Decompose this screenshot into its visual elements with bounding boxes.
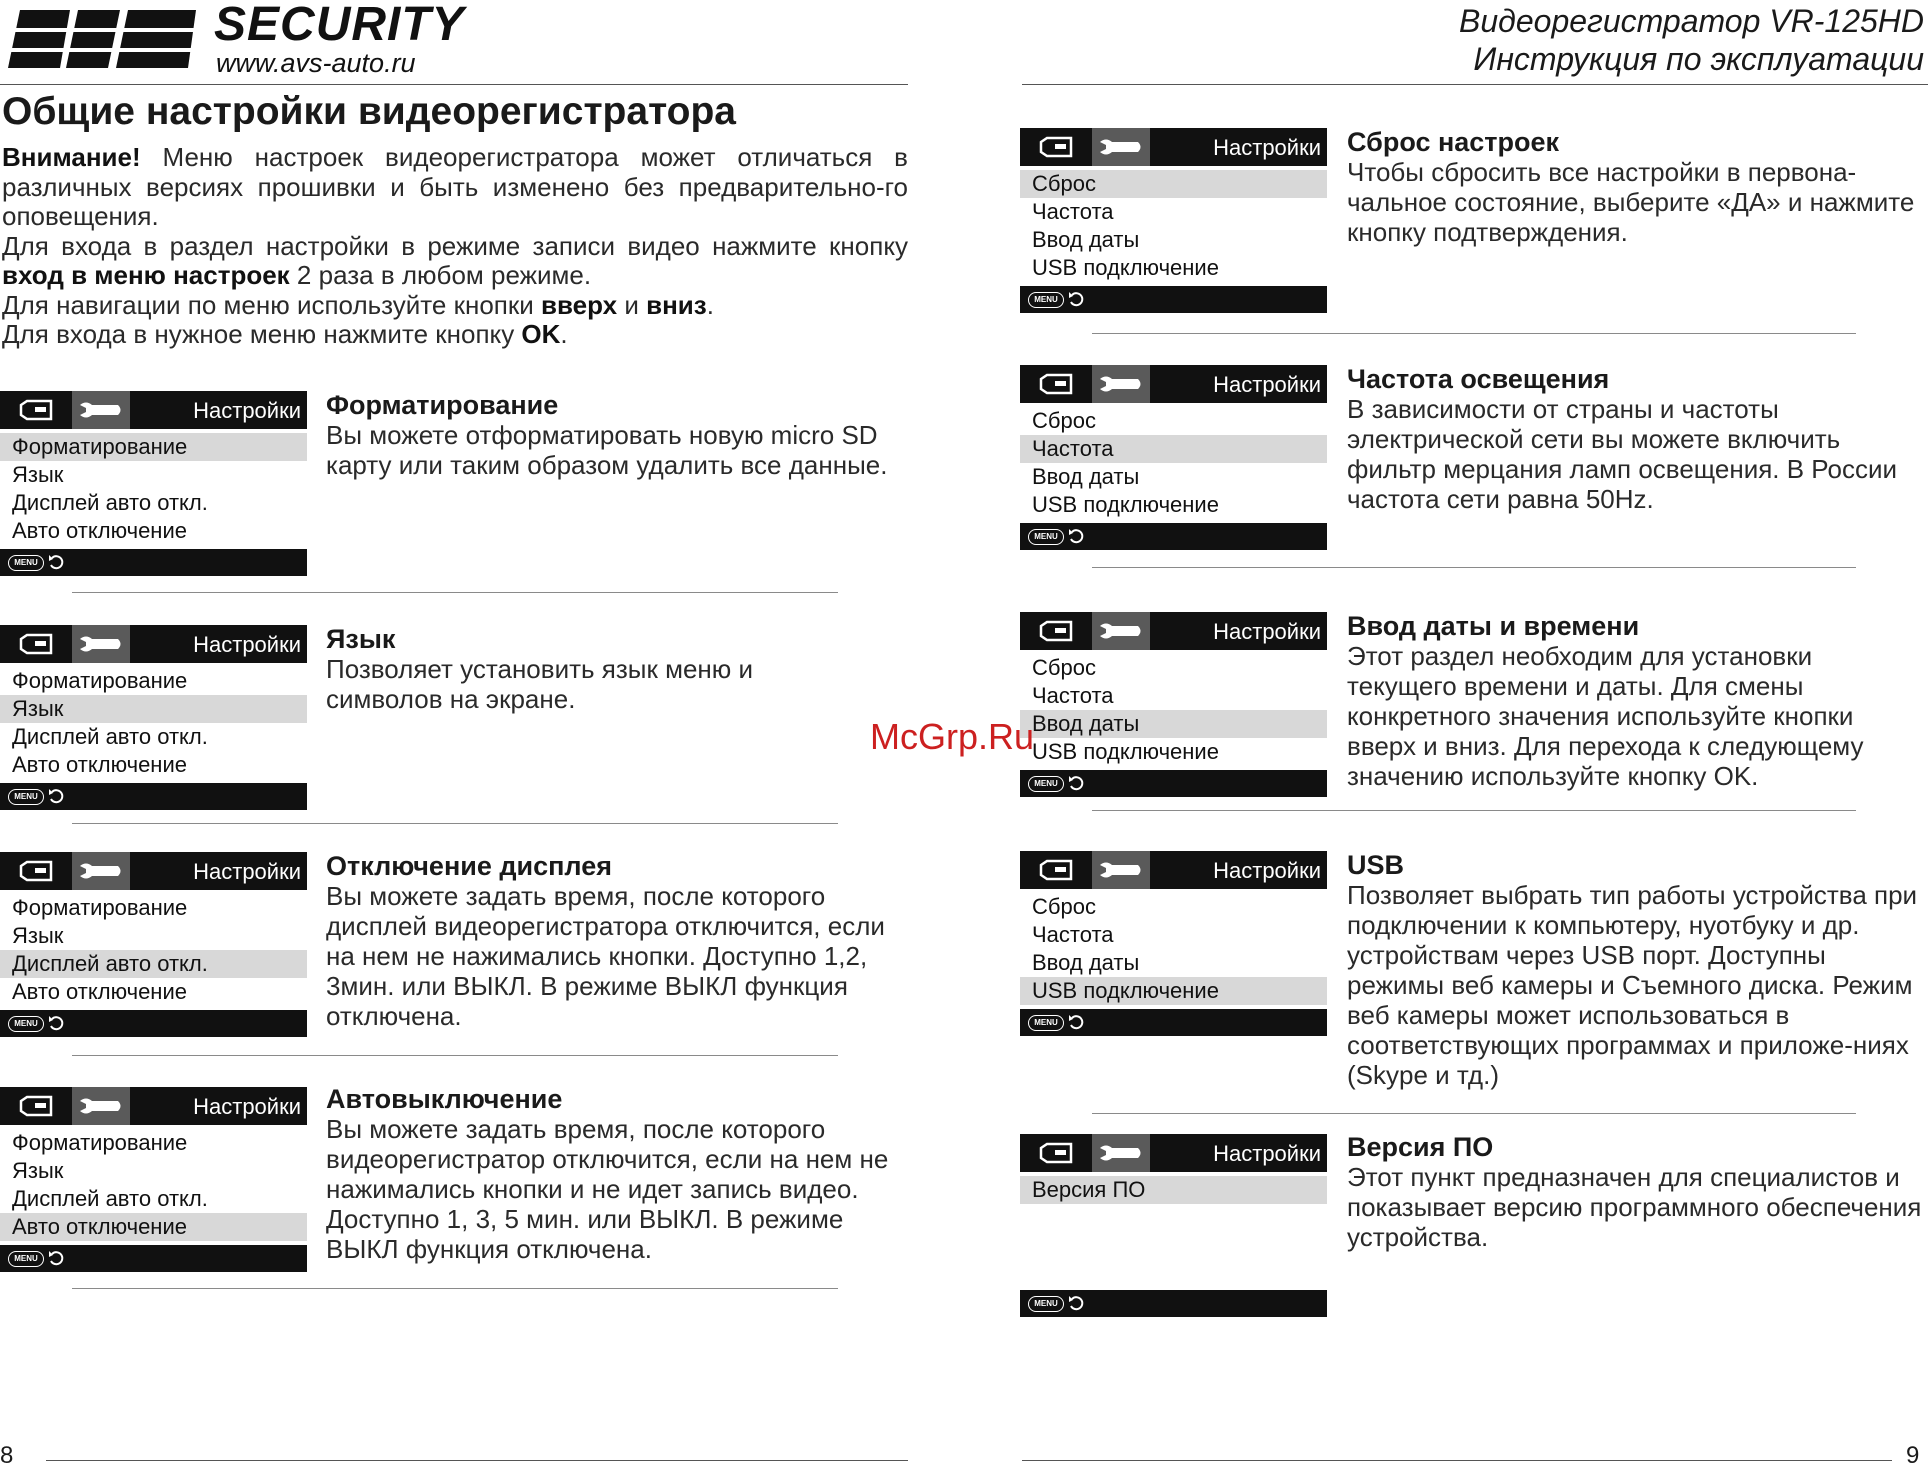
wrench-icon — [78, 632, 124, 656]
wrench-icon — [78, 859, 124, 883]
menu-button-icon[interactable]: MENU — [8, 555, 44, 571]
attention-text: Меню настроек видеорегистратора может отличаться в различных версиях прошивки и быть изменено без предварительно-го оповещения. — [2, 142, 908, 231]
intro-line3-mid: и — [617, 289, 647, 320]
menu-title: Настройки — [193, 632, 301, 657]
menu-item[interactable]: Авто отключение — [12, 518, 187, 543]
wrench-icon — [78, 1094, 124, 1118]
menu-button-icon[interactable]: MENU — [8, 789, 44, 805]
menu-title: Настройки — [193, 859, 301, 884]
menu-title: Настройки — [1213, 619, 1321, 644]
settings-menu-version — [1020, 1134, 1327, 1204]
menu-footer — [1020, 1290, 1327, 1317]
tab-settings[interactable] — [72, 852, 130, 890]
menu-button-icon[interactable]: MENU — [8, 1016, 44, 1032]
header-rule-left — [0, 84, 908, 85]
section-body-reset: Чтобы сбросить все настройки в первона-чальное состояние, выберите «ДА» и нажмите кнопку подтверждения. — [1347, 157, 1915, 247]
menu-item[interactable]: Форматирование — [12, 668, 188, 693]
menu-item[interactable]: Сброс — [1032, 408, 1096, 433]
menu-button-icon[interactable]: MENU — [1028, 292, 1064, 308]
menu-footer — [1020, 523, 1327, 550]
header-rule-right — [1022, 84, 1928, 85]
settings-menu-version-footer — [1020, 1290, 1327, 1317]
menu-header — [1020, 612, 1327, 650]
menu-footer — [0, 1010, 307, 1037]
menu-item[interactable]: Дисплей авто откл. — [12, 1186, 208, 1211]
tab-video[interactable] — [0, 391, 72, 429]
tab-settings[interactable] — [72, 1087, 130, 1125]
tab-video[interactable] — [1020, 365, 1092, 403]
video-camera-icon — [1037, 857, 1075, 883]
menu-list — [1020, 650, 1327, 766]
menu-item[interactable]: USB подключение — [1032, 739, 1219, 764]
menu-item-version[interactable]: Версия ПО — [1020, 1176, 1327, 1204]
menu-item[interactable]: Сброс — [1032, 655, 1096, 680]
section-title-language: Язык — [326, 624, 396, 654]
back-arrow-icon[interactable] — [1068, 1294, 1084, 1312]
settings-menu-usb — [1020, 851, 1327, 1036]
intro-line2-b: 2 раза в любом режиме. — [289, 260, 592, 290]
menu-item[interactable]: Ввод даты — [1032, 464, 1140, 489]
menu-list — [1020, 403, 1327, 519]
video-camera-icon — [17, 631, 55, 657]
menu-item[interactable]: Частота — [1032, 199, 1114, 224]
menu-item[interactable]: Авто отключение — [0, 1213, 307, 1241]
video-camera-icon — [17, 397, 55, 423]
menu-header — [1020, 851, 1327, 889]
intro-line3-a: Для навигации по меню используйте кнопки — [2, 289, 542, 320]
tab-settings[interactable] — [1092, 128, 1150, 166]
page-number-left: 8 — [0, 1442, 14, 1469]
intro-line4-a: Для входа в нужное меню нажмите кнопку — [2, 319, 522, 349]
intro-line3-end: . — [706, 289, 714, 320]
divider — [72, 1288, 838, 1289]
tab-settings[interactable] — [72, 391, 130, 429]
page-number-right: 9 — [1906, 1442, 1920, 1469]
menu-list — [0, 663, 307, 779]
wrench-icon — [1098, 135, 1144, 159]
wrench-icon — [1098, 1141, 1144, 1165]
back-arrow-icon[interactable] — [48, 1014, 64, 1032]
menu-list — [0, 429, 307, 545]
tab-settings[interactable] — [72, 625, 130, 663]
menu-item[interactable]: Ввод даты — [1020, 710, 1327, 738]
menu-item[interactable]: USB подключение — [1020, 977, 1327, 1005]
menu-item[interactable]: Ввод даты — [1032, 227, 1140, 252]
menu-item[interactable]: Авто отключение — [12, 979, 187, 1004]
menu-item[interactable]: Дисплей авто откл. — [0, 950, 307, 978]
menu-button-icon[interactable]: MENU — [8, 1251, 44, 1267]
section-body-display-off: Вы можете задать время, после которого дисплей видеорегистратора отключится, если на нем не нажимались кнопки. Доступно 1,2, 3мин. или ВЫКЛ. В режиме ВЫКЛ функция отключена. — [326, 881, 885, 1031]
back-arrow-icon[interactable] — [1068, 774, 1084, 792]
intro-attention — [2, 143, 908, 232]
divider — [72, 592, 838, 593]
menu-header — [0, 1087, 307, 1125]
menu-item[interactable]: Авто отключение — [12, 752, 187, 777]
divider — [1092, 567, 1856, 568]
section-body-frequency: В зависимости от страны и частоты электрической сети вы можете включить фильтр мерцания ламп освещения. В России частота сети равна 50Hz. — [1347, 394, 1898, 514]
settings-menu-date — [1020, 612, 1327, 797]
menu-title: Настройки — [193, 398, 301, 423]
menu-list — [1020, 1172, 1327, 1204]
menu-list — [0, 890, 307, 1006]
video-camera-icon — [1037, 618, 1075, 644]
back-arrow-icon[interactable] — [1068, 527, 1084, 545]
intro-line4-ok: OK — [521, 319, 561, 349]
intro-ok — [2, 320, 908, 350]
footer-rule-left — [46, 1460, 908, 1461]
menu-item[interactable]: USB подключение — [1032, 255, 1219, 280]
tab-settings[interactable] — [1092, 365, 1150, 403]
divider — [1092, 810, 1856, 811]
back-arrow-icon[interactable] — [1068, 290, 1084, 308]
intro-line4-end: . — [560, 319, 568, 349]
menu-button-icon[interactable]: MENU — [1028, 529, 1064, 545]
menu-item[interactable]: Частота — [1020, 435, 1327, 463]
menu-header — [1020, 128, 1327, 166]
intro-line2-a: Для входа в раздел настройки в режиме записи видео нажмите кнопку — [2, 230, 908, 261]
menu-item[interactable]: Частота — [1032, 683, 1114, 708]
video-camera-icon — [17, 1093, 55, 1119]
section-body-version: Этот пункт предназначен для специалистов и показывает версию программного обеспечения устройства. — [1347, 1162, 1922, 1252]
intro-navigation — [2, 291, 908, 321]
video-camera-icon — [1037, 1140, 1075, 1166]
footer-rule-right — [1022, 1460, 1892, 1461]
menu-header — [0, 852, 307, 890]
section-body-date: Этот раздел необходим для установки текущего времени и даты. Для смены конкретного значения используйте кнопки вверх и вниз. Для перехода к следующему значению используйте кнопку OK. — [1347, 641, 1864, 791]
menu-header — [1020, 365, 1327, 403]
intro-enter-menu — [2, 232, 908, 291]
section-title-frequency: Частота освещения — [1347, 364, 1610, 394]
menu-button-icon[interactable]: MENU — [1028, 1015, 1064, 1031]
section-title-display-off: Отключение дисплея — [326, 851, 612, 881]
video-camera-icon — [17, 858, 55, 884]
attention-label: Внимание! — [2, 142, 141, 172]
video-camera-icon — [1037, 371, 1075, 397]
menu-list — [0, 1125, 307, 1241]
menu-item[interactable]: Форматирование — [12, 1130, 188, 1155]
divider — [72, 1055, 838, 1056]
section-body-usb: Позволяет выбрать тип работы устройства при подключении к компьютеру, нуотбуку и др. устройствам через USB порт. Доступны режимы веб камеры и Съемного диска. Режим веб камеры может использоваться в соответствующих программах и приложе-ниях (Skype и тд.) — [1347, 880, 1918, 1090]
menu-item[interactable]: Форматирование — [0, 433, 307, 461]
settings-menu-format — [0, 391, 307, 576]
settings-menu-frequency — [1020, 365, 1327, 550]
tab-video[interactable] — [1020, 612, 1092, 650]
wrench-icon — [78, 398, 124, 422]
tab-video[interactable] — [0, 1087, 72, 1125]
document-title-subtitle: Инструкция по эксплуатации — [1473, 41, 1924, 77]
menu-item[interactable]: USB подключение — [1032, 492, 1219, 517]
back-arrow-icon[interactable] — [48, 553, 64, 571]
page-heading: Общие настройки видеорегистратора — [2, 90, 736, 133]
section-title-format: Форматирование — [326, 390, 559, 420]
logo-avs — [4, 4, 200, 64]
menu-item[interactable]: Форматирование — [12, 895, 188, 920]
menu-item[interactable]: Язык — [12, 462, 64, 487]
menu-item[interactable]: Дисплей авто откл. — [12, 490, 208, 515]
watermark: McGrp.Ru — [870, 716, 1035, 757]
menu-footer — [1020, 1009, 1327, 1036]
menu-header — [0, 391, 307, 429]
menu-title: Настройки — [1213, 1141, 1321, 1166]
tab-settings[interactable] — [1092, 612, 1150, 650]
wrench-icon — [1098, 858, 1144, 882]
document-title-model: Видеорегистратор VR-125HD — [1459, 3, 1924, 39]
section-title-auto-off: Автовыключение — [326, 1084, 563, 1114]
menu-item[interactable]: Дисплей авто откл. — [12, 724, 208, 749]
back-arrow-icon[interactable] — [48, 787, 64, 805]
section-title-date: Ввод даты и времени — [1347, 611, 1640, 641]
menu-item[interactable]: Частота — [1032, 922, 1114, 947]
intro-line3-up: вверх — [541, 289, 618, 320]
tab-video[interactable] — [0, 625, 72, 663]
section-title-usb: USB — [1347, 850, 1405, 880]
section-body-language: Позволяет установить язык меню и символов на экране. — [326, 654, 754, 714]
menu-title: Настройки — [1213, 135, 1321, 160]
section-body-format: Вы можете отформатировать новую micro SD карту или таким образом удалить все данные. — [326, 420, 888, 480]
tab-video[interactable] — [1020, 851, 1092, 889]
section-title-version: Версия ПО — [1347, 1132, 1494, 1162]
menu-item[interactable]: Язык — [12, 923, 64, 948]
menu-footer — [0, 1245, 307, 1272]
menu-footer — [0, 783, 307, 810]
menu-header — [1020, 1134, 1327, 1172]
section-title-reset: Сброс настроек — [1347, 127, 1560, 157]
settings-menu-reset — [1020, 128, 1327, 313]
settings-menu-display-off — [0, 852, 307, 1037]
back-arrow-icon[interactable] — [1068, 1013, 1084, 1031]
tab-settings[interactable] — [1092, 851, 1150, 889]
tab-video[interactable] — [1020, 128, 1092, 166]
video-camera-icon — [1037, 134, 1075, 160]
divider — [72, 823, 838, 824]
intro-text — [2, 143, 908, 350]
menu-item[interactable]: Сброс — [1020, 170, 1327, 198]
settings-menu-language — [0, 625, 307, 810]
document-title — [1459, 2, 1924, 78]
logo-website: www.avs-auto.ru — [216, 48, 416, 78]
divider — [1092, 333, 1856, 334]
menu-footer — [0, 549, 307, 576]
menu-footer — [1020, 770, 1327, 797]
menu-list — [1020, 166, 1327, 282]
intro-line3-down: вниз — [646, 289, 707, 320]
menu-header — [0, 625, 307, 663]
menu-title: Настройки — [1213, 858, 1321, 883]
back-arrow-icon[interactable] — [48, 1249, 64, 1267]
menu-list — [1020, 889, 1327, 1005]
menu-button-icon[interactable]: MENU — [1028, 776, 1064, 792]
menu-title: Настройки — [1213, 372, 1321, 397]
menu-footer — [1020, 286, 1327, 313]
menu-item[interactable]: Язык — [12, 1158, 64, 1183]
menu-button-icon[interactable]: MENU — [1028, 1296, 1064, 1312]
menu-item[interactable]: Ввод даты — [1032, 950, 1140, 975]
logo-security: SECURITY — [214, 0, 465, 51]
wrench-icon — [1098, 372, 1144, 396]
tab-video[interactable] — [1020, 1134, 1092, 1172]
menu-item[interactable]: Язык — [0, 695, 307, 723]
tab-video[interactable] — [0, 852, 72, 890]
intro-line2-bold: вход в меню настроек — [2, 260, 290, 290]
divider — [1092, 1113, 1856, 1114]
settings-menu-auto-off — [0, 1087, 307, 1272]
menu-title: Настройки — [193, 1094, 301, 1119]
menu-item[interactable]: Сброс — [1032, 894, 1096, 919]
tab-settings[interactable] — [1092, 1134, 1150, 1172]
wrench-icon — [1098, 619, 1144, 643]
section-body-auto-off: Вы можете задать время, после которого видеорегистратор отключится, если на нем не нажимались кнопки и не идет запись видео. Доступно 1, 3, 5 мин. или ВЫКЛ. В режиме ВЫКЛ функция отключена. — [326, 1114, 889, 1264]
